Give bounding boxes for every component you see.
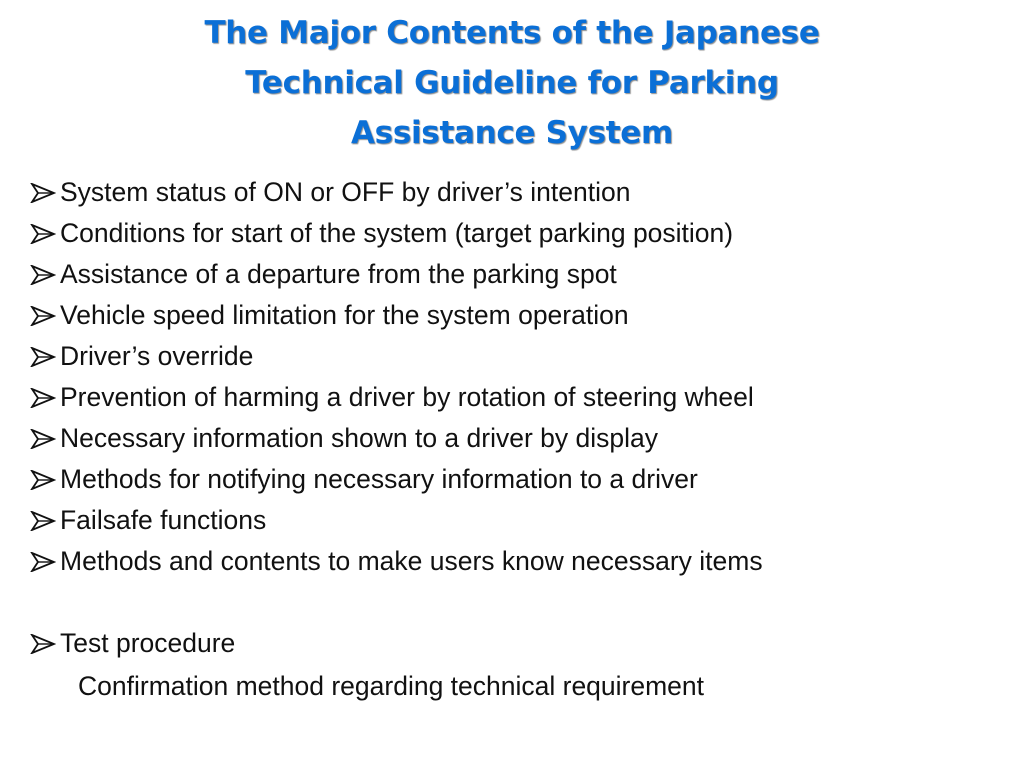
bullet-list [30, 172, 1000, 708]
list-item [30, 377, 1000, 418]
title-line-1: The Major Contents of the Japanese [204, 15, 820, 51]
page-title [40, 8, 984, 158]
list-item-text: Assistance of a departure from the parking spot [60, 259, 617, 289]
list-item-text: Failsafe functions [60, 505, 267, 535]
list-item [30, 459, 1000, 500]
list-item-text: Vehicle speed limitation for the system operation [60, 300, 629, 330]
arrowhead-bullet-icon [30, 265, 60, 285]
arrowhead-bullet-icon [30, 183, 60, 203]
test-procedure-subtext: Confirmation method regarding technical requirement [78, 671, 705, 701]
list-item [30, 541, 1000, 582]
list-item [30, 295, 1000, 336]
list-item [30, 336, 1000, 377]
test-procedure-item [30, 623, 1000, 664]
list-item [30, 500, 1000, 541]
list-item-text: Necessary information shown to a driver by display [60, 423, 658, 453]
arrowhead-bullet-icon [30, 388, 60, 408]
arrowhead-bullet-icon [30, 634, 60, 654]
list-spacer [30, 582, 1000, 623]
list-item [30, 213, 1000, 254]
arrowhead-bullet-icon [30, 470, 60, 490]
list-item [30, 418, 1000, 459]
arrowhead-bullet-icon [30, 429, 60, 449]
arrowhead-bullet-icon [30, 224, 60, 244]
list-item-text: Conditions for start of the system (target parking position) [60, 218, 734, 248]
arrowhead-bullet-icon [30, 511, 60, 531]
list-item-text: Methods for notifying necessary information to a driver [60, 464, 698, 494]
arrowhead-bullet-icon [30, 306, 60, 326]
arrowhead-bullet-icon [30, 347, 60, 367]
list-item-text: Methods and contents to make users know necessary items [60, 546, 763, 576]
title-line-2: Technical Guideline for Parking [245, 65, 779, 101]
list-item-text: Prevention of harming a driver by rotation of steering wheel [60, 382, 754, 412]
arrowhead-bullet-icon [30, 552, 60, 572]
list-item-text: System status of ON or OFF by driver’s intention [60, 177, 631, 207]
list-item-text: Driver’s override [60, 341, 254, 371]
list-item [30, 172, 1000, 213]
test-procedure-text: Test procedure [60, 628, 236, 658]
list-item [30, 254, 1000, 295]
title-line-3: Assistance System [350, 115, 673, 151]
